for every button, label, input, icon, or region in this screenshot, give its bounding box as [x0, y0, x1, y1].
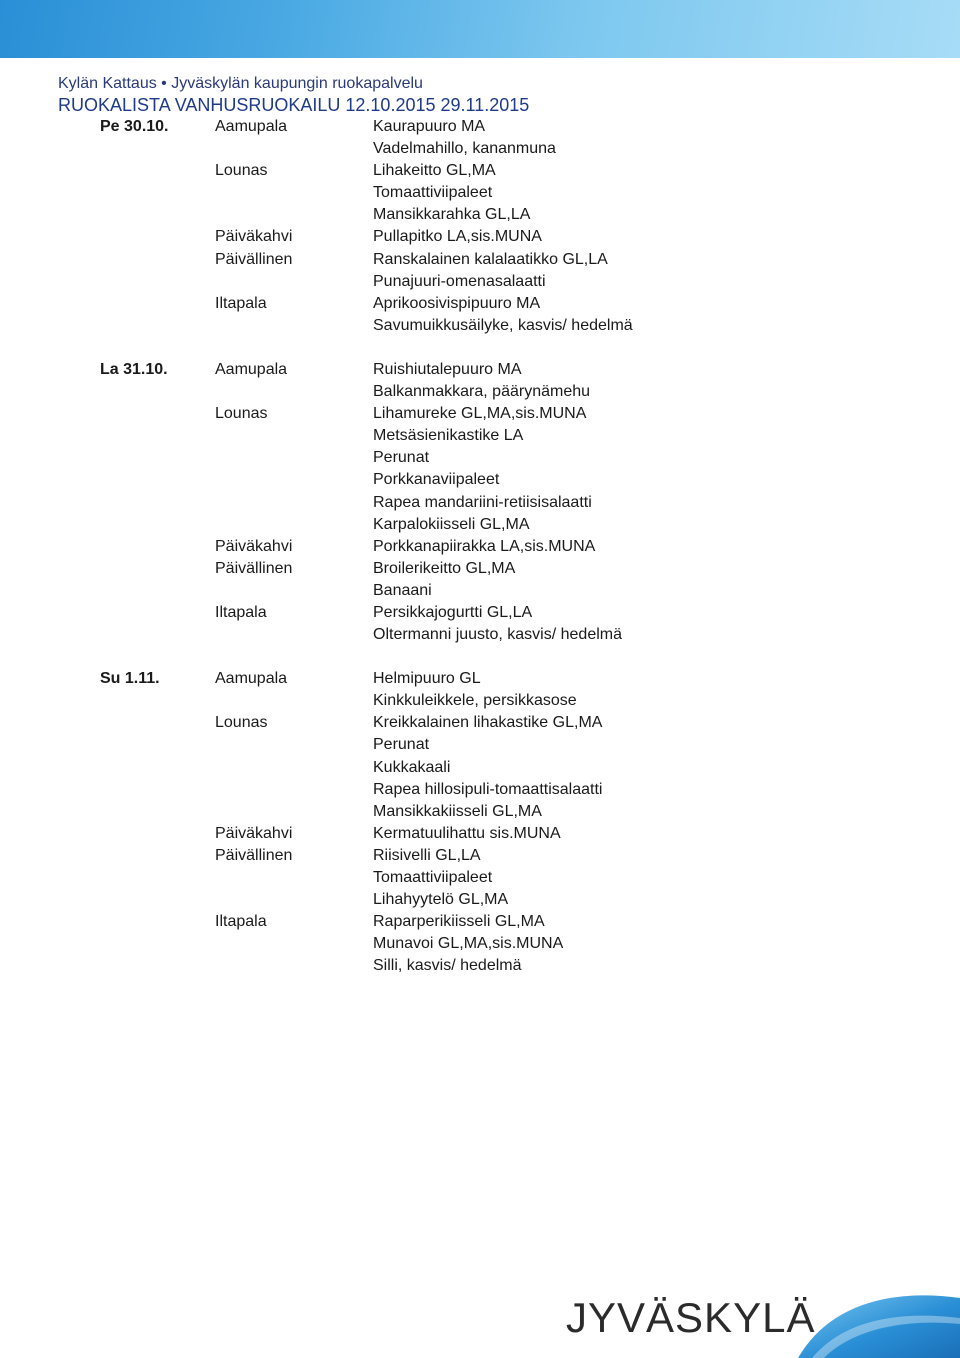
menu-row — [0, 293, 960, 315]
jyvaskyla-logo-text: JYVÄSKYLÄ — [566, 1294, 816, 1341]
dish-item: Helmipuuro GL — [373, 670, 481, 688]
dish-item: Tomaattiviipaleet — [373, 869, 493, 886]
dish-item: Karpalokiisseli GL,MA — [373, 515, 530, 533]
dish-item: Persikkajogurtti GL,LA — [373, 603, 533, 621]
dish-item: Mansikkakiisseli GL,MA — [373, 802, 542, 820]
dish-item: Ruishiutalepuuro MA — [373, 360, 522, 378]
document-subtitle: Kylän Kattaus • Jyväskylän kaupungin ruokapalvelu — [58, 75, 423, 92]
dish-item: Perunat — [373, 449, 430, 467]
dish-item: Vadelmahillo, kananmuna — [373, 140, 556, 158]
menu-row — [0, 558, 960, 580]
document-title: RUOKALISTA VANHUSRUOKAILU 12.10.2015 29.11.2015 — [58, 95, 530, 115]
dish-item: Riisivelli GL,LA — [373, 846, 481, 864]
meal-label: Päivällinen — [215, 846, 293, 864]
menu-row — [0, 271, 960, 293]
menu-row — [0, 889, 960, 911]
meal-label: Lounas — [215, 714, 268, 732]
dish-item: Lihakeitto GL,MA — [373, 162, 496, 180]
menu-row — [0, 734, 960, 756]
menu-row — [0, 955, 960, 977]
menu-row — [0, 690, 960, 712]
menu-row — [0, 359, 960, 381]
meal-label: Iltapala — [215, 294, 267, 312]
dish-item: Banaani — [373, 581, 432, 599]
day-section — [0, 668, 960, 977]
menu-row — [0, 867, 960, 889]
dish-item: Savumuikkusäilyke, kasvis/ hedelmä — [373, 316, 633, 334]
dish-item: Aprikoosivispipuuro MA — [373, 294, 541, 312]
dish-item: Rapea hillosipuli-tomaattisalaatti — [373, 780, 603, 798]
menu-list — [0, 116, 960, 999]
dish-item: Pullapitko LA,sis.MUNA — [373, 228, 542, 246]
menu-row — [0, 492, 960, 514]
dish-item: Ranskalainen kalalaatikko GL,LA — [373, 250, 608, 268]
menu-row — [0, 182, 960, 204]
menu-row — [0, 624, 960, 646]
menu-row — [0, 447, 960, 469]
dish-item: Porkkanapiirakka LA,sis.MUNA — [373, 537, 596, 555]
meal-label: Aamupala — [215, 360, 288, 378]
menu-row — [0, 602, 960, 624]
menu-row — [0, 514, 960, 536]
menu-row — [0, 204, 960, 226]
menu-row — [0, 933, 960, 955]
meal-label: Päiväkahvi — [215, 824, 293, 842]
menu-row — [0, 381, 960, 403]
dish-item: Kukkakaali — [373, 758, 451, 776]
day-label: Pe 30.10. — [100, 118, 169, 135]
dish-item: Lihamureke GL,MA,sis.MUNA — [373, 405, 587, 423]
day-label: Su 1.11. — [100, 670, 160, 688]
dish-item: Porkkanaviipaleet — [373, 471, 500, 489]
meal-label: Päiväkahvi — [215, 228, 293, 246]
menu-row — [0, 249, 960, 271]
dish-item: Oltermanni juusto, kasvis/ hedelmä — [373, 626, 622, 644]
day-section — [0, 116, 960, 337]
menu-row — [0, 536, 960, 558]
jyvaskyla-logo-swoosh-icon — [798, 1288, 960, 1358]
dish-item: Rapea mandariini-retiisisalaatti — [373, 493, 592, 511]
menu-row — [0, 315, 960, 337]
dish-item: Kreikkalainen lihakastike GL,MA — [373, 714, 603, 732]
top-banner — [0, 0, 960, 58]
menu-row — [0, 845, 960, 867]
dish-item: Mansikkarahka GL,LA — [373, 206, 531, 224]
menu-row — [0, 425, 960, 447]
document-header — [58, 74, 898, 116]
menu-row — [0, 668, 960, 690]
day-label: La 31.10. — [100, 360, 168, 378]
menu-row — [0, 160, 960, 182]
menu-row — [0, 469, 960, 491]
meal-label: Iltapala — [215, 603, 267, 621]
dish-item: Raparperikiisseli GL,MA — [373, 913, 545, 931]
menu-row — [0, 911, 960, 933]
meal-label: Lounas — [215, 405, 268, 423]
meal-label: Päivällinen — [215, 559, 293, 577]
menu-row — [0, 138, 960, 160]
menu-row — [0, 757, 960, 779]
dish-item: Kermatuulihattu sis.MUNA — [373, 824, 561, 842]
meal-label: Lounas — [215, 162, 268, 180]
menu-row — [0, 823, 960, 845]
dish-item: Munavoi GL,MA,sis.MUNA — [373, 935, 564, 953]
dish-item: Punajuuri-omenasalaatti — [373, 272, 546, 290]
meal-label: Päiväkahvi — [215, 537, 293, 555]
day-section — [0, 359, 960, 646]
dish-item: Metsäsienikastike LA — [373, 427, 524, 445]
dish-item: Tomaattiviipaleet — [373, 184, 493, 202]
menu-row — [0, 116, 960, 138]
dish-item: Kaurapuuro MA — [373, 118, 486, 135]
menu-row — [0, 779, 960, 801]
dish-item: Lihahyytelö GL,MA — [373, 891, 509, 909]
dish-item: Perunat — [373, 736, 430, 754]
dish-item: Broilerikeitto GL,MA — [373, 559, 516, 577]
dish-item: Kinkkuleikkele, persikkasose — [373, 692, 577, 710]
meal-label: Iltapala — [215, 913, 267, 931]
dish-item: Silli, kasvis/ hedelmä — [373, 957, 522, 975]
menu-row — [0, 712, 960, 734]
meal-label: Päivällinen — [215, 250, 293, 268]
menu-row — [0, 580, 960, 602]
menu-row — [0, 226, 960, 248]
menu-row — [0, 801, 960, 823]
meal-label: Aamupala — [215, 670, 288, 688]
menu-row — [0, 403, 960, 425]
dish-item: Balkanmakkara, päärynämehu — [373, 383, 591, 401]
meal-label: Aamupala — [215, 118, 288, 135]
